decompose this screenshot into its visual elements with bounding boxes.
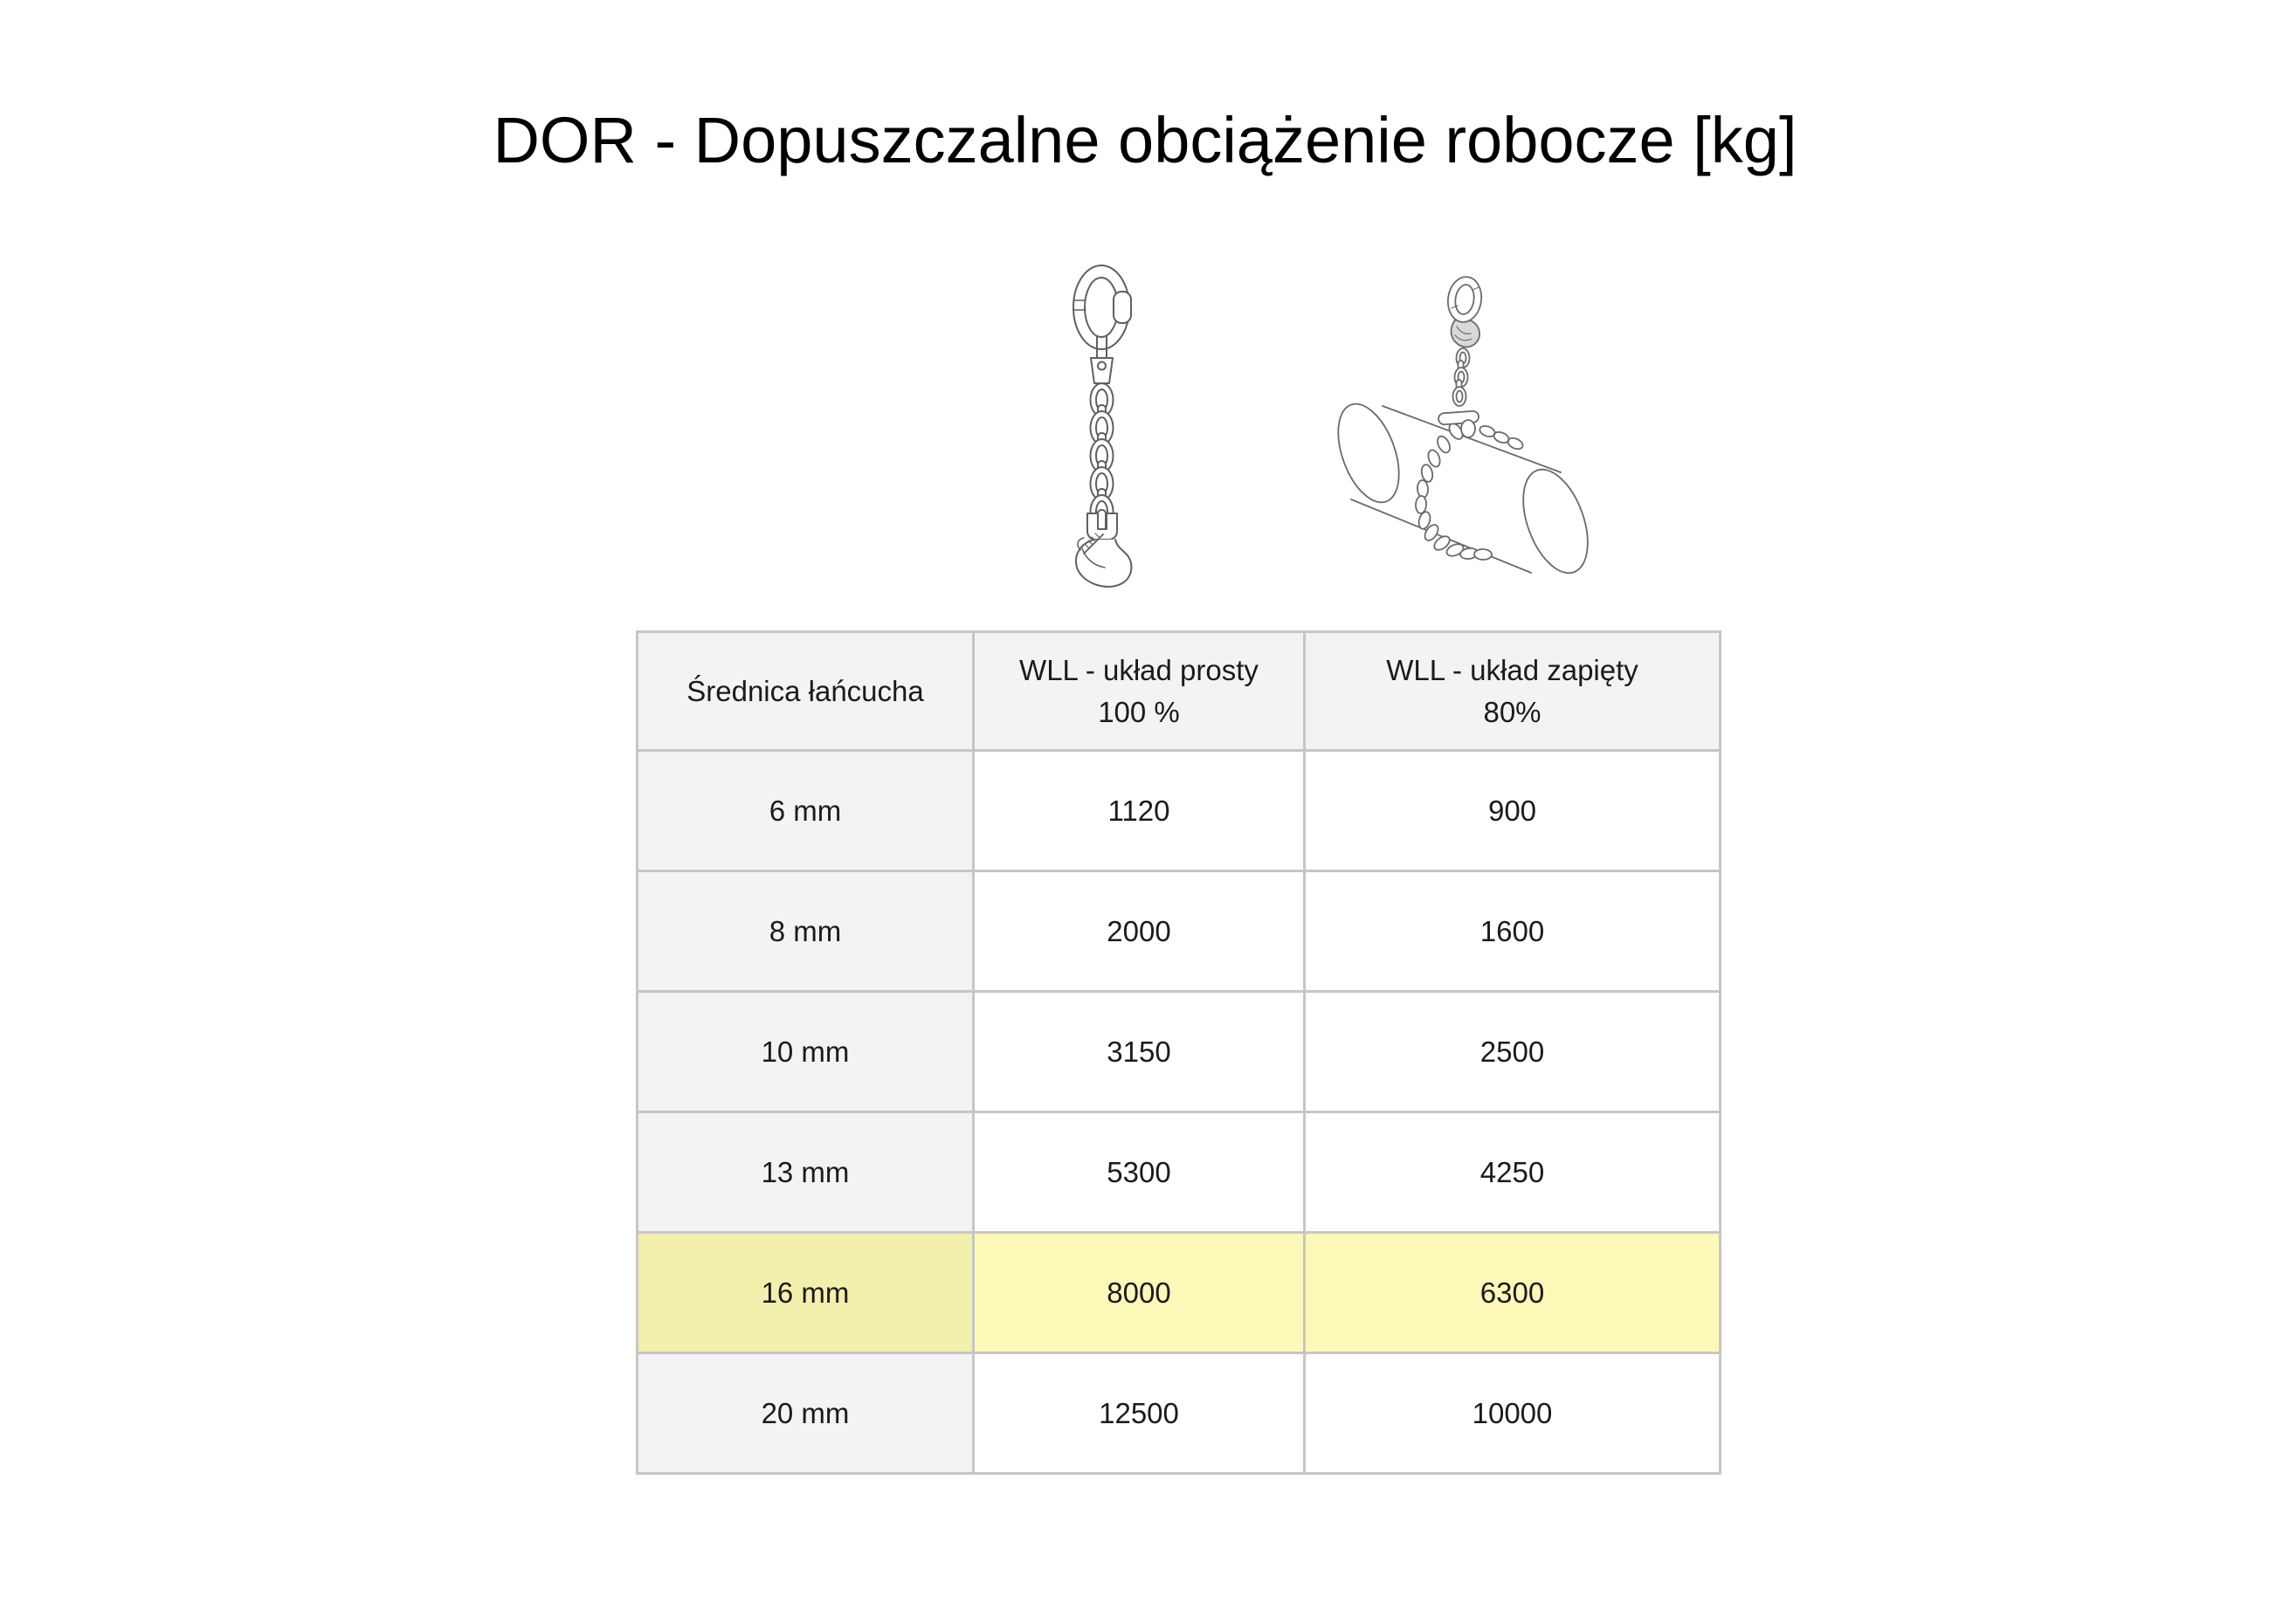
table-header-row — [638, 632, 1721, 751]
figure-single-leg-sling — [1035, 251, 1162, 588]
table-row — [638, 871, 1721, 992]
wll-straight-cell: 2000 — [974, 871, 1305, 992]
wll-choked-cell: 10000 — [1305, 1353, 1721, 1474]
load-table — [636, 630, 1721, 1475]
diameter-cell: 13 mm — [638, 1112, 974, 1233]
column-header-wll-choked-line1: WLL - układ zapięty — [1386, 653, 1638, 686]
diameter-cell: 16 mm — [638, 1233, 974, 1353]
column-header-diameter: Średnica łańcucha — [638, 632, 974, 751]
wll-straight-cell: 1120 — [974, 751, 1305, 871]
table-row — [638, 751, 1721, 871]
column-header-wll-choked-line2: 80% — [1483, 695, 1542, 728]
wll-straight-cell: 12500 — [974, 1353, 1305, 1474]
diameter-cell: 20 mm — [638, 1353, 974, 1474]
diameter-cell: 8 mm — [638, 871, 974, 992]
table-row — [638, 1353, 1721, 1474]
figure-choke-hitch — [1306, 253, 1638, 589]
page-title: DOR - Dopuszczalne obciążenie robocze [kg] — [493, 104, 1797, 176]
wll-straight-cell: 8000 — [974, 1233, 1305, 1353]
diameter-cell: 10 mm — [638, 992, 974, 1112]
wll-choked-cell: 900 — [1305, 751, 1721, 871]
table-row — [638, 992, 1721, 1112]
table-row — [638, 1112, 1721, 1233]
table-row-highlighted — [638, 1233, 1721, 1353]
chain-choke-hitch-on-pipe-icon — [1306, 253, 1638, 589]
wll-straight-cell: 5300 — [974, 1112, 1305, 1233]
single-leg-chain-sling-icon — [1035, 251, 1162, 588]
column-header-wll-choked — [1305, 632, 1721, 751]
wll-choked-cell: 6300 — [1305, 1233, 1721, 1353]
wll-choked-cell: 4250 — [1305, 1112, 1721, 1233]
column-header-wll-straight-line2: 100 % — [1098, 695, 1180, 728]
wll-choked-cell: 2500 — [1305, 992, 1721, 1112]
wll-straight-cell: 3150 — [974, 992, 1305, 1112]
diameter-cell: 6 mm — [638, 751, 974, 871]
wll-choked-cell: 1600 — [1305, 871, 1721, 992]
column-header-wll-straight-line1: WLL - układ prosty — [1019, 653, 1259, 686]
column-header-wll-straight — [974, 632, 1305, 751]
